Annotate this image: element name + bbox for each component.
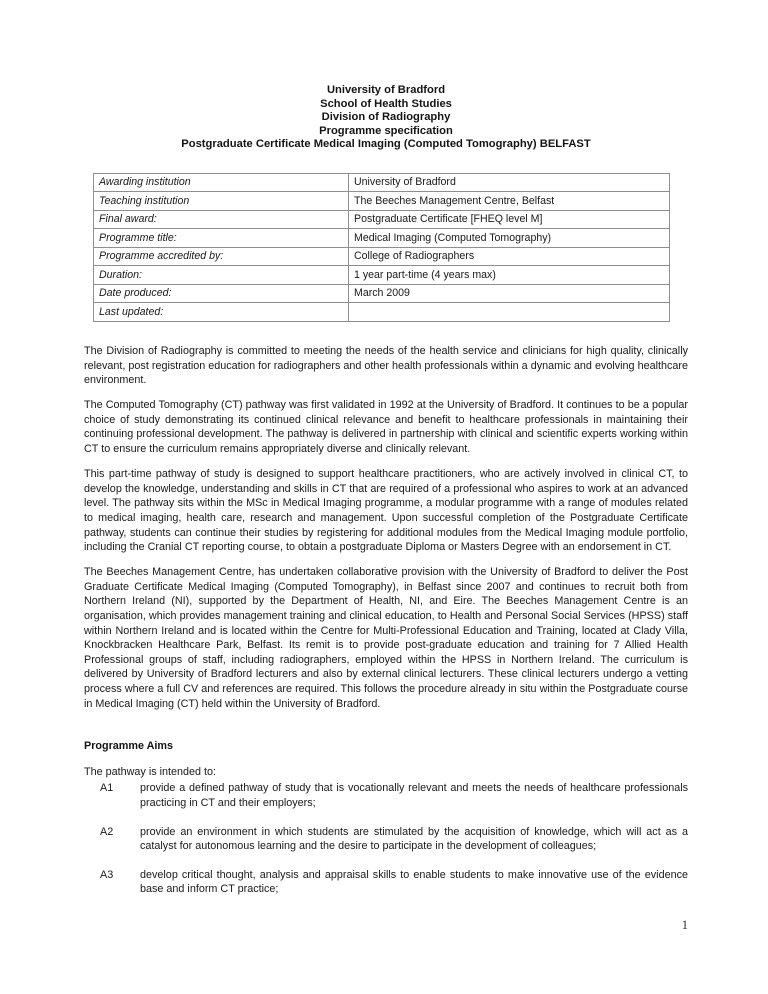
table-cell-value: The Beeches Management Centre, Belfast	[349, 192, 670, 211]
table-cell-value	[349, 303, 670, 322]
table-cell-value: 1 year part-time (4 years max)	[349, 266, 670, 285]
header-line-division: Division of Radiography	[321, 111, 451, 124]
aim-code: A1	[100, 782, 114, 795]
paragraph-division-commitment: The Division of Radiography is committed to meeting the needs of the health service and clinicians for high quality, clinically relevant, post registration education for radiographers and other health professionals within a dynamic and evolving healthcare environment.	[84, 344, 688, 387]
programme-aims-list	[84, 781, 688, 897]
document-header	[84, 84, 688, 152]
table-row	[94, 266, 670, 285]
table-cell-value: Medical Imaging (Computed Tomography)	[349, 229, 670, 248]
paragraph-part-time-pathway: This part-time pathway of study is designed to support healthcare practitioners, who are actively involved in clinical CT, to develop the knowledge, understanding and skills in CT that are required of a professional who aspires to work at an advanced level. The pathway sits within the MSc in Medical Imaging programme, a modular programme with a range of modules related to medical imaging, health care, research and management. Upon successful completion of the Postgraduate Certificate pathway, students can continue their studies by registering for additional modules from the Medical Imaging module portfolio, including the Cranial CT reporting course, to obtain a postgraduate Diploma or Masters Degree with an endorsement in CT.	[84, 468, 688, 554]
aim-text: develop critical thought, analysis and appraisal skills to enable students to make innovative use of the evidence base and inform CT practice;	[140, 868, 688, 896]
page-content	[84, 0, 688, 911]
aim-text: provide an environment in which students are stimulated by the acquisition of knowledge, which will act as a catalyst for autonomous learning and the desire to participate in the development of colleagues;	[140, 825, 688, 853]
header-line-programme: Postgraduate Certificate Medical Imaging (Computed Tomography) BELFAST	[181, 138, 591, 151]
programme-info-table	[93, 173, 670, 322]
table-cell-label: Awarding institution	[94, 173, 349, 192]
table-cell-label: Teaching institution	[94, 192, 349, 211]
table-row	[94, 173, 670, 192]
table-row	[94, 247, 670, 266]
table-cell-label: Final award:	[94, 210, 349, 229]
list-item	[84, 868, 688, 897]
table-cell-label: Last updated:	[94, 303, 349, 322]
table-row	[94, 229, 670, 248]
table-row	[94, 210, 670, 229]
table-cell-label: Programme accredited by:	[94, 247, 349, 266]
table-cell-value: March 2009	[349, 284, 670, 303]
table-cell-label: Date produced:	[94, 284, 349, 303]
page-number: 1	[681, 918, 688, 932]
paragraph-beeches-centre: The Beeches Management Centre, has undertaken collaborative provision with the University of Bradford to deliver the Post Graduate Certificate Medical Imaging (Computed Tomography), in Belfast since 2007 and continues to recruit both from Northern Ireland (NI), supported by the Department of Health, NI, and Eire. The Beeches Management Centre is an organisation, which provides management training and clinical education, to Health and Personal Social Services (HPSS) staff within Northern Ireland and is located within the Centre for Multi-Professional Education and Training, located at Clady Villa, Knockbracken Healthcare Park, Belfast. Its remit is to provide post-graduate education and training for 7 Allied Health Professional groups of staff, including radiographers, employed within the HPSS in Northern Ireland. The curriculum is delivered by University of Bradford lecturers and also by external clinical lecturers. These clinical lecturers undergo a vetting process where a full CV and references are required. This follows the procedure already in situ within the Postgraduate course in Medical Imaging (CT) held within the University of Bradford.	[84, 566, 688, 710]
programme-aims-heading: Programme Aims	[84, 740, 174, 753]
aim-code: A3	[100, 868, 114, 881]
paragraph-ct-pathway-history: The Computed Tomography (CT) pathway was first validated in 1992 at the University of Bradford. It continues to be a popular choice of study demonstrating its continued clinical relevance and benefit to healthcare professionals in maintaining their continuing professional development. The pathway is delivered in partnership with clinical and scientific experts working within CT to ensure the curriculum remains appropriately diverse and clinically relevant.	[84, 399, 688, 456]
programme-aims-intro: The pathway is intended to:	[84, 765, 217, 778]
table-cell-value: Postgraduate Certificate [FHEQ level M]	[349, 210, 670, 229]
section-spacer	[84, 711, 688, 739]
header-line-school: School of Health Studies	[320, 97, 452, 110]
list-item	[84, 825, 688, 854]
table-cell-value: College of Radiographers	[349, 247, 670, 266]
aim-text: provide a defined pathway of study that is vocationally relevant and meets the needs of healthcare professionals practicing in CT and their employers;	[140, 782, 688, 809]
table-row	[94, 284, 670, 303]
table-row	[94, 192, 670, 211]
table-cell-label: Duration:	[94, 266, 349, 285]
table-cell-value: University of Bradford	[349, 173, 670, 192]
list-item	[84, 781, 688, 810]
aim-code: A2	[100, 825, 114, 838]
header-line-spec: Programme specification	[319, 124, 453, 137]
table-row	[94, 303, 670, 322]
table-cell-label: Programme title:	[94, 229, 349, 248]
header-line-university: University of Bradford	[326, 84, 446, 96]
